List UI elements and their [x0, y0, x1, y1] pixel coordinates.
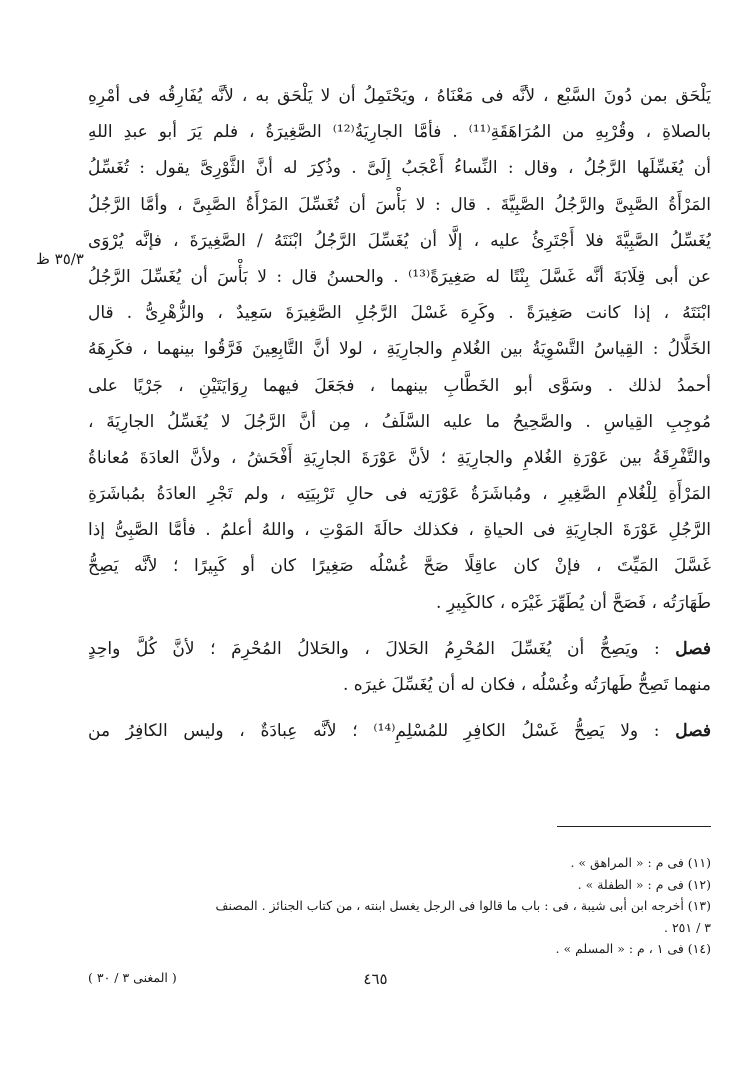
- text-line: عن أبى قِلَابَةَ أنَّه غَسَّلَ بِنْتًا له صَغِيرَةً⁽¹³⁾ . والحسنُ قال : لا بَأْسَ أن يُغَسِّلَ الرَّجُلُ: [88, 266, 711, 287]
- text-line: أحمدُ لذلك . وسَوَّى أبو الخَطَّابِ بينهما ، فجَعَلَ فيهما رِوَايَتَيْنِ ، جَرْيًا على: [88, 375, 711, 396]
- footnote: ٣ / ٢٥١ .: [664, 919, 711, 935]
- text-line: والتَّفْرِقَةُ بين عَوْرَةِ الغُلامِ والجارِيَةِ ؛ لأنَّ عَوْرَةَ الجارِيَةِ أَفْحَشُ ، ولأنَّ العادَةَ مُعاناةُ: [88, 447, 711, 468]
- printer-signature: ( المغنى ٣ / ٣٠ ): [88, 970, 177, 985]
- fasl-paragraph-line: [88, 631, 711, 667]
- text-line: الخَلَّالُ : القِياسُ التَّسْوِيَةُ بين الغُلامِ والجارِيَةِ ، لولا أنَّ التَّابِعِينَ فَرَّقُوا بينهما ، فكَرِهَهُ: [88, 339, 711, 360]
- text-line: يَلْحَق بمن دُونَ السَّبْع ، لأنَّه فى مَعْنَاهُ ، ويَحْتَمِلُ أن لا يَلْحَق به ، لأنَّه يُفَارِقُه فى أمْرِهِ: [88, 86, 711, 106]
- text-line: الرَّجُلِ عَوْرَةَ الجارِيَةِ فى الحياةِ ، فكذلك حالَةَ المَوْتِ ، واللهُ أعلمُ . فأمَّا الصَّبِىُّ إذا: [88, 520, 711, 541]
- footnote: (١٣) أخرجه ابن أبى شيبة ، فى : باب ما قالوا فى الرجل يغسل ابنته ، من كتاب الجنائز . المصنف: [215, 898, 711, 913]
- text-line: منهما تَصِحُّ طَهارَتُه وغُسْلُه ، فكان له أن يُغَسِّلَ غيرَه .: [342, 675, 711, 695]
- fasl-heading: فصل: [675, 721, 711, 742]
- page-number: ٤٦٥: [363, 970, 388, 988]
- margin-folio-note: ٣٥/٣ ظ: [36, 250, 84, 268]
- fasl-text: : ويَصِحُّ أن يُغَسِّلَ المُحْرِمُ الحَلالَ ، والحَلالُ المُحْرِمَ ؛ لأنَّ كُلَّ واحِدٍ: [88, 638, 660, 659]
- text-line: يُغَسِّلُ الصَّبِيَّةَ فلا أَجْتَرِئُ عليه ، إلَّا أن يُغَسِّلَ الرَّجُلُ ابْنَتَهُ / الصَّغِيرَةَ ، فإنَّه يُرْوَى: [88, 230, 711, 251]
- footnote: (١٤) فى ١ ، م : « المسلم » .: [555, 941, 711, 956]
- text-line: طَهَارَتُه ، فَصَحَّ أن يُطَهِّرَ غَيْرَه ، كالكَبِيرِ .: [436, 592, 711, 613]
- text-line: ابْنَتَهُ ، إذا كانت صَغِيرَةً . وكَرِهَ غَسْلَ الرَّجُلِ الصَّغِيرَةَ سَعِيدٌ ، والزُّهْرِىُّ . قال: [88, 303, 711, 324]
- main-text: [88, 78, 711, 749]
- fasl-heading: فصل: [675, 638, 711, 659]
- text-line: المَرْأَةِ لِلْغُلامِ الصَّغِيرِ ، ومُباشَرَةُ عَوْرَتِه فى حالِ تَرْبِيَتِه ، ولم تَجْرِ العادَةُ بمُباشَرَةِ: [88, 484, 711, 505]
- footnote: (١٢) فى م : « الطفلة » .: [577, 876, 711, 892]
- footnote-separator: [557, 826, 711, 827]
- text-line: بالصلاةِ ، وقُرْبِهِ من المُرَاهَقَةِ⁽¹¹⁾ . فأمَّا الجارِيَةُ⁽¹²⁾ الصَّغِيرَةُ ، فلم يَرَ أبو عبدِ اللهِ: [88, 122, 711, 143]
- text-line: مُوجِبِ القِياسِ . والصَّحِيحُ ما عليه السَّلَفُ ، مِن أنَّ الرَّجُلَ لا يُغَسِّلُ الجارِيَةَ ،: [88, 411, 711, 432]
- text-line: غَسَّلَ المَيِّتَ ، فإنْ كان عاقِلًا صَحَّ غُسْلُه صَغِيرًا كان أو كَبِيرًا ؛ لأنَّه يَصِحُّ: [88, 556, 711, 577]
- footnotes: [88, 852, 711, 960]
- text-line: المَرْأَةُ الصَّبِىَّ والرَّجُلُ الصَّبِيَّةَ . قال : لا بَأْسَ أن تُغَسِّلَ المَرْأَةُ الصَّبِىَّ ، وأمَّا الرَّجُلُ: [88, 194, 711, 215]
- footnote: (١١) فى م : « المراهق » .: [570, 855, 711, 870]
- fasl-text: : ولا يَصِحُّ غَسْلُ الكافِرِ للمُسْلِمِ⁽¹⁴⁾ ؛ لأنَّه عِبادَةٌ ، وليس الكافِرُ من: [88, 721, 660, 742]
- text-line: أن يُغَسِّلَها الرَّجُلُ ، وقال : النِّساءُ أَعْجَبُ إِلَىَّ . وذُكِرَ له أنَّ الثَّوْرِىَّ يقول : تُغَسِّلُ: [88, 158, 711, 179]
- fasl-paragraph-line: [88, 713, 711, 749]
